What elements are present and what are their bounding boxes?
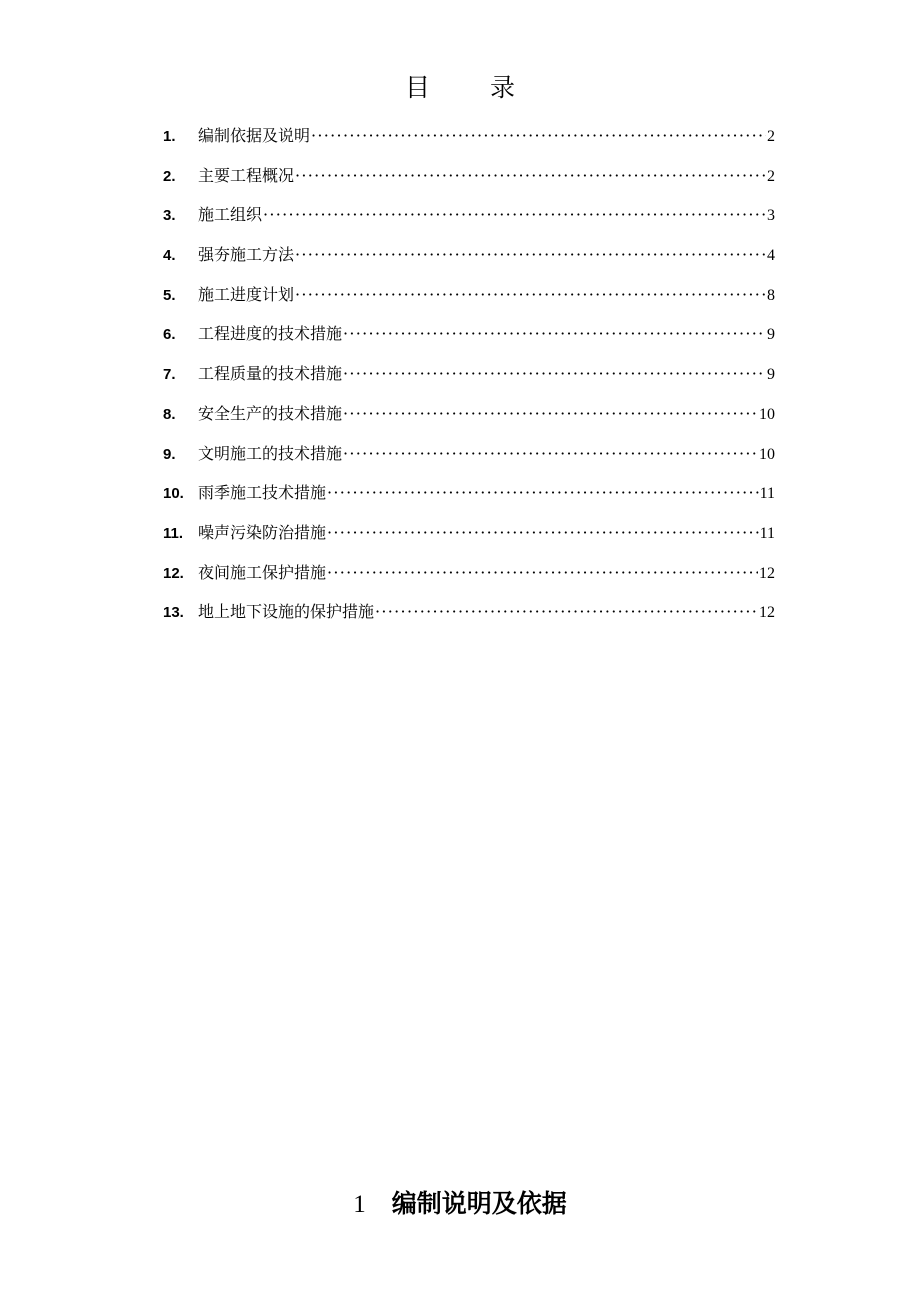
toc-entry-page: 4 [767, 247, 775, 265]
toc-entry-number: 9. [163, 445, 176, 463]
toc-dot-leader [327, 479, 759, 507]
section-number: 1 [353, 1191, 366, 1218]
toc-entry[interactable] [163, 162, 775, 202]
toc-entry-page: 8 [767, 286, 775, 304]
toc-entry-page: 12 [759, 604, 775, 622]
toc-entry[interactable] [163, 281, 775, 321]
toc-entry-page: 2 [767, 128, 775, 145]
toc-entry-page: 10 [759, 445, 775, 463]
toc-dot-leader [343, 400, 758, 428]
toc-entry-label: 夜间施工保护措施 [198, 562, 327, 582]
toc-entry-page: 9 [767, 326, 775, 344]
toc-dot-leader [295, 241, 766, 269]
toc-dot-leader [343, 360, 766, 388]
section-title: 编制说明及依据 [391, 1189, 567, 1218]
toc-entry[interactable] [163, 440, 775, 480]
toc-entry[interactable] [163, 241, 775, 281]
toc-entry-number: 1. [163, 128, 176, 145]
toc-entry-page: 11 [759, 485, 775, 503]
toc-entry-page: 9 [767, 366, 775, 384]
toc-entry[interactable] [163, 519, 775, 559]
toc-entry-number: 3. [163, 207, 176, 225]
toc-dot-leader [375, 598, 758, 626]
toc-dot-leader [311, 122, 766, 150]
toc-entry-number: 11. [163, 524, 184, 542]
toc-dot-leader [327, 559, 758, 587]
toc-entry-page: 10 [759, 405, 775, 423]
toc-entry-page: 2 [767, 167, 775, 185]
toc-entry-label: 工程质量的技术措施 [198, 364, 343, 384]
toc-entry[interactable] [163, 598, 775, 638]
toc-title: 目 录 [405, 73, 541, 102]
toc-entry-number: 4. [163, 247, 176, 265]
toc-entry-page: 12 [759, 564, 775, 582]
toc-entry[interactable] [163, 559, 775, 599]
toc-entry-label: 编制依据及说明 [198, 126, 311, 145]
toc-entry-page: 3 [767, 207, 775, 225]
toc-list [163, 122, 775, 638]
toc-entry[interactable] [163, 320, 775, 360]
toc-entry-label: 强夯施工方法 [198, 245, 295, 265]
toc-entry-label: 施工进度计划 [198, 284, 295, 304]
toc-dot-leader [295, 281, 766, 309]
toc-dot-leader [343, 320, 766, 348]
toc-entry[interactable] [163, 360, 775, 400]
toc-dot-leader [343, 440, 758, 468]
toc-entry[interactable] [163, 122, 775, 162]
toc-entry-label: 雨季施工技术措施 [198, 483, 327, 503]
toc-entry-number: 5. [163, 286, 176, 304]
toc-entry-label: 地上地下设施的保护措施 [198, 602, 375, 622]
toc-entry-number: 8. [163, 405, 176, 423]
toc-entry-number: 10. [163, 485, 184, 503]
toc-entry[interactable] [163, 201, 775, 241]
toc-entry-label: 施工组织 [198, 205, 263, 225]
section-heading [0, 1186, 920, 1223]
toc-entry[interactable] [163, 479, 775, 519]
toc-dot-leader [295, 162, 766, 190]
toc-dot-leader [327, 519, 759, 547]
toc-entry-number: 12. [163, 564, 184, 582]
toc-entry-label: 安全生产的技术措施 [198, 403, 343, 423]
toc-entry-label: 主要工程概况 [198, 165, 295, 185]
toc-entry-number: 2. [163, 167, 176, 185]
toc-dot-leader [263, 201, 766, 229]
toc-entry-number: 13. [163, 604, 184, 622]
toc-entry-number: 7. [163, 366, 176, 384]
toc-entry-page: 11 [759, 524, 775, 542]
toc-entry-label: 噪声污染防治措施 [198, 522, 327, 542]
toc-entry-number: 6. [163, 326, 176, 344]
toc-entry[interactable] [163, 400, 775, 440]
toc-entry-label: 文明施工的技术措施 [198, 443, 343, 463]
toc-entry-label: 工程进度的技术措施 [198, 324, 343, 344]
